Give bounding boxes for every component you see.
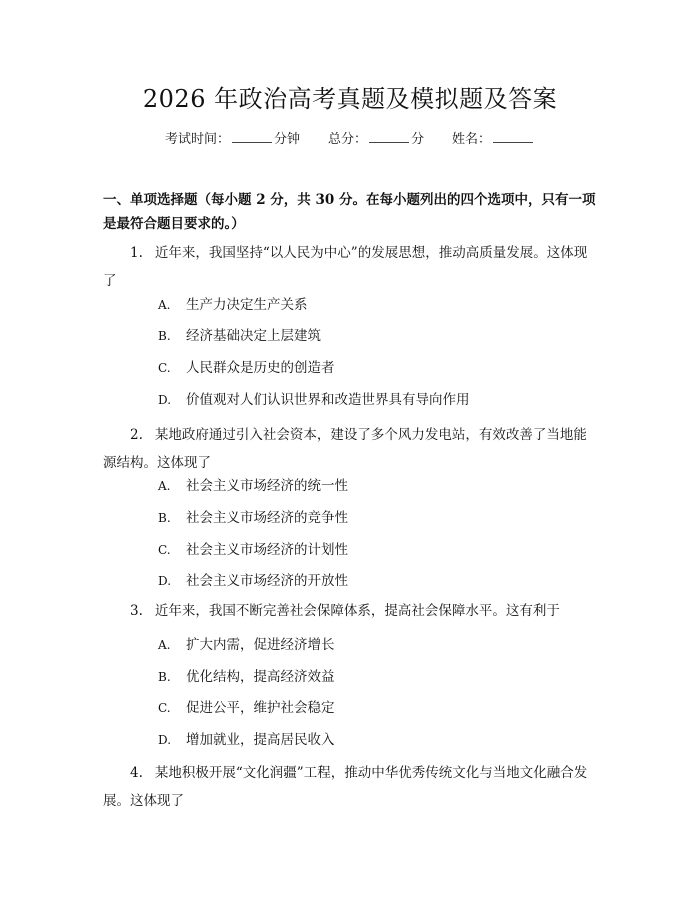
page-title: 2026 年政治高考真题及模拟题及答案 bbox=[142, 85, 558, 113]
option-letter: C. bbox=[158, 543, 171, 557]
option-3c bbox=[158, 698, 598, 718]
exam-meta bbox=[0, 128, 700, 152]
option-letter: A. bbox=[158, 638, 171, 652]
option-1c bbox=[158, 358, 598, 378]
time-blank bbox=[232, 128, 272, 143]
question-number: 1. bbox=[130, 245, 143, 261]
option-2b bbox=[158, 508, 598, 528]
time-label: 考试时间： bbox=[164, 132, 230, 147]
option-letter: D. bbox=[158, 393, 172, 407]
question-number: 3. bbox=[130, 603, 143, 619]
option-text: 社会主义市场经济的计划性 bbox=[186, 542, 348, 558]
question-4 bbox=[103, 759, 598, 815]
exam-name bbox=[452, 128, 535, 152]
question-3 bbox=[103, 597, 598, 625]
option-3b bbox=[158, 667, 598, 687]
option-text: 优化结构，提高经济效益 bbox=[186, 669, 335, 685]
exam-score bbox=[328, 128, 424, 152]
option-text: 价值观对人们认识世界和改造世界具有导向作用 bbox=[186, 392, 470, 408]
option-letter: A. bbox=[158, 479, 171, 493]
option-3a bbox=[158, 635, 598, 655]
option-text: 社会主义市场经济的统一性 bbox=[186, 478, 348, 494]
option-text: 扩大内需，促进经济增长 bbox=[186, 637, 335, 653]
option-2a bbox=[158, 476, 598, 496]
option-letter: B. bbox=[158, 329, 171, 343]
option-1d bbox=[158, 390, 598, 410]
option-3d bbox=[158, 730, 598, 750]
score-unit: 分 bbox=[411, 132, 425, 147]
time-unit: 分钟 bbox=[273, 132, 300, 147]
question-text: 某地积极开展“文化润疆”工程，推动中华优秀传统文化与当地文化融合发展。这体现了 bbox=[103, 765, 588, 809]
option-1a bbox=[158, 295, 598, 315]
option-2d bbox=[158, 571, 598, 591]
option-letter: C. bbox=[158, 701, 171, 715]
option-letter: D. bbox=[158, 574, 172, 588]
option-2c bbox=[158, 540, 598, 560]
question-text: 近年来，我国不断完善社会保障体系，提高社会保障水平。这有利于 bbox=[154, 603, 560, 619]
question-text: 某地政府通过引入社会资本，建设了多个风力发电站，有效改善了当地能源结构。这体现了 bbox=[103, 427, 587, 471]
section-heading: 一、单项选择题（每小题 2 分，共 30 分。在每小题列出的四个选项中，只有一项是最符合题目要求的。） bbox=[103, 192, 596, 232]
option-1b bbox=[158, 326, 598, 346]
option-text: 促进公平，维护社会稳定 bbox=[186, 700, 335, 716]
option-letter: A. bbox=[158, 298, 171, 312]
option-text: 生产力决定生产关系 bbox=[186, 297, 308, 313]
question-number: 4. bbox=[130, 765, 143, 781]
option-text: 经济基础决定上层建筑 bbox=[186, 328, 321, 344]
option-text: 增加就业，提高居民收入 bbox=[186, 732, 335, 748]
option-text: 社会主义市场经济的开放性 bbox=[186, 573, 348, 589]
option-letter: B. bbox=[158, 511, 171, 525]
question-number: 2. bbox=[130, 427, 143, 443]
score-blank bbox=[369, 128, 409, 143]
score-label: 总分： bbox=[327, 132, 367, 147]
name-blank bbox=[493, 128, 533, 143]
option-letter: B. bbox=[158, 670, 171, 684]
exam-time bbox=[165, 128, 300, 152]
option-text: 人民群众是历史的创造者 bbox=[186, 360, 335, 376]
question-2 bbox=[103, 421, 598, 477]
question-text: 近年来，我国坚持“以人民为中心”的发展思想，推动高质量发展。这体现了 bbox=[103, 245, 588, 289]
option-text: 社会主义市场经济的竞争性 bbox=[186, 510, 348, 526]
option-letter: D. bbox=[158, 733, 172, 747]
question-1 bbox=[103, 239, 598, 295]
name-label: 姓名： bbox=[452, 132, 492, 147]
option-letter: C. bbox=[158, 361, 171, 375]
